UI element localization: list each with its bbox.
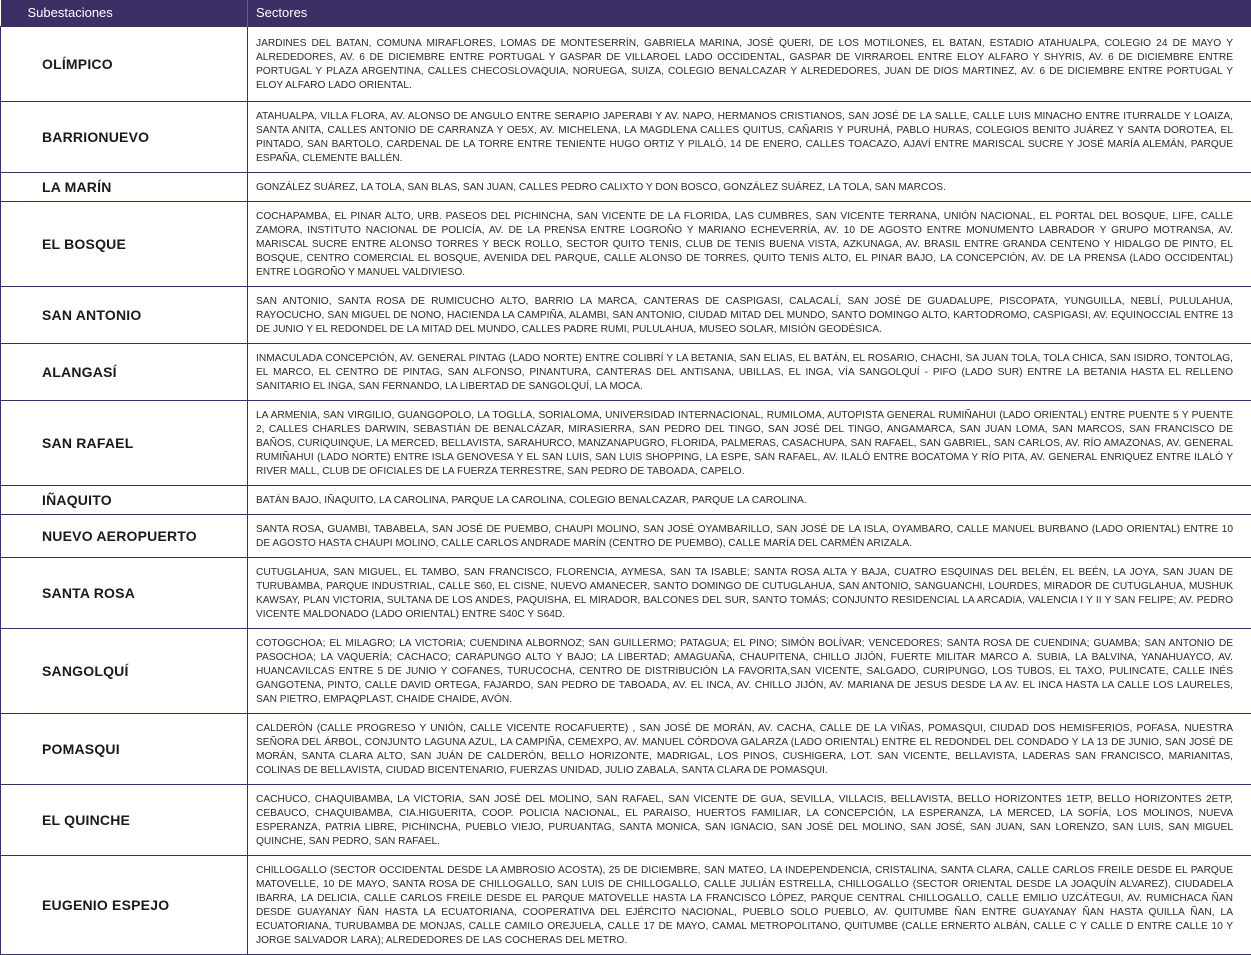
table-row bbox=[1, 26, 1251, 101]
substation-name: SAN RAFAEL bbox=[1, 400, 248, 485]
sectors-list: LA ARMENIA, SAN VIRGILIO, GUANGOPOLO, LA TOGLLA, SORIALOMA, UNIVERSIDAD INTERNACIONAL, RUMILOMA, AUTOPISTA GENERAL RUMIÑAHUI (LADO ORIENTAL) ENTRE PUENTE 5 Y PUENTE 2, CALLES CHARLES DARWIN, SEBASTIÁN DE BENALCÁZAR, MIRASIERRA, SAN PEDRO DEL TINGO, SAN JOSÉ DEL TINGO, ANGAMARCA, SAN JUAN LOMA, SAN MARCOS, SAN FRANCISCO DE BAÑOS, CURIQUINQUE, LA MERCED, BELLAVISTA, SARAHURCO, MANZANAPUGRO, FLORIDA, PALMERAS, CASACHUPA, SAN RAFAEL, SAN GABRIEL, SAN CARLOS, AV. RÍO AMAZONAS, AV. GENERAL RUMIÑAHUI (LADO NORTE) ENTRE ISLA GENOVESA Y EL SAN LUIS, SAN LUIS SHOPPING, LA ESPE, SAN RAFAEL, AV. ILALÓ ENTRE BOCATOMA Y RÍO PITA, AV. GENERAL ENRIQUEZ ENTRE ILALÓ Y RIVER MALL, CLUB DE OFICIALES DE LA FUERZA TERRESTRE, SAN PEDRO DE TABOADA, CAPELO. bbox=[248, 400, 1251, 485]
sectors-list: CUTUGLAHUA, SAN MIGUEL, EL TAMBO, SAN FRANCISCO, FLORENCIA, AYMESA, SAN TA ISABLE; SANTA ROSA ALTA Y BAJA, CUATRO ESQUINAS DEL BELÉN, EL BEÉN, LA JOYA, SAN JUAN DE TURUBAMBA, PARQUE INDUSTRIAL, CALLE S60, EL CISNE, NUEVO AMANECER, SANTO DOMINGO DE CUTUGLAHUA, SAN ANTONIO, SANGUANCHI, LOURDES, MIRADOR DE CUTUGLAHUA, MUSHUK KAWSAY, PLAN VICTORIA, SULTANA DE LOS ANDES, PAQUISHA, EL MIRADOR, BALCONES DEL SUR, SANTO TOMÁS; CONJUNTO RESIDENCIAL LA ARCADIA, VALENCIA I Y II Y SAN FELIPE; AV. PEDRO VICENTE MALDONADO (LADO ORIENTAL) ENTRE S40C Y S64D. bbox=[248, 557, 1251, 628]
sectors-list: CHILLOGALLO (SECTOR OCCIDENTAL DESDE LA AMBROSIO ACOSTA), 25 DE DICIEMBRE, SAN MATEO, LA INDEPENDENCIA, CRISTALINA, SANTA CLARA, CALLE CARLOS FREILE DESDE EL PARQUE MATOVELLE, 10 DE MAYO, SANTA ROSA DE CHILLOGALLO, SAN LUIS DE CHILLOGALLO, CALLE JULIÁN ESTRELLA, CHILLOGALLO (SECTOR ORIENTAL DESDE LA JOAQUÍN ALVAREZ), CIUDADELA IBARRA, LA DELICIA, CALLE CARLOS FREILE DESDE EL PARQUE MATOVELLE HASTA LA FRANCISCO LÓPEZ, PARQUE CENTRAL CHILLOGALLO, CALLE EMILIO UZCÁTEGUI, AV. RUMICHACA ÑAN DESDE GUAYANAY ÑAN HASTA LA ECUATORIANA, COOPERATIVA DEL EJÉRCITO NACIONAL, PUEBLO SOLO PUEBLO, AV. QUITUMBE ÑAN ENTRE GUAYANAY ÑAN HASTA QUILLA ÑAN, LA ECUATORIANA, TURUBAMBA DE MONJAS, CALLE CAMILO OREJUELA, CALLE 17 DE MAYO, CAMAL METROPOLITANO, QUITUMBE (CALLE ERNERTO ALBÁN, CALLE C Y CALLE D ENTRE CALLE 10 Y JORGE SALVADOR LARA); ALREDEDORES DE LAS COCHERAS DEL METRO. bbox=[248, 855, 1251, 954]
table-row bbox=[1, 855, 1251, 954]
table-row bbox=[1, 286, 1251, 343]
sectors-list: GONZÁLEZ SUÁREZ, LA TOLA, SAN BLAS, SAN JUAN, CALLES PEDRO CALIXTO Y DON BOSCO, GONZÁLEZ SUÁREZ, LA TOLA, SAN MARCOS. bbox=[248, 172, 1251, 201]
substation-name: ALANGASÍ bbox=[1, 343, 248, 400]
table-header-row bbox=[1, 0, 1251, 26]
table-row bbox=[1, 201, 1251, 286]
sectors-list: COTOGCHOA; EL MILAGRO; LA VICTORIA; CUENDINA ALBORNOZ; SAN GUILLERMO; PATAGUA; EL PINO; SIMÓN BOLÍVAR; VENCEDORES; SANTA ROSA DE CUENDINA; GUAMBA; SAN ANTONIO DE PASOCHOA; LA VAQUERÍA; CACHACO; CARAPUNGO ALTO Y BAJO; LA LIBERTAD; AMAGUAÑA, CHAUPITENA, CHILLO JIJÓN, FUERTE MILITAR MARCO A. SUBIA, LA BALVINA, YANAHUAYCO, AV. HUANCAVILCAS ENTRE 5 DE JUNIO Y COFANES, TURUCOCHA, CENTRO DE DISTRIBUCIÓN LA FAVORITA,SAN VICENTE, SALGADO, CURIPUNGO, LOS TUBOS, EL TAXO, PULINCATE, CALLE INÉS GANGOTENA, PINTO, CALLE DAVID ORTEGA, FAJARDO, SAN PEDRO DE TABOADA, AV. EL INCA, AV. CHILLO JIJÓN, AV. MARIANA DE JESUS DESDE LA AV. EL INCA HASTA LA CALLE LOS LAURELES, SAN PIETRO, EMPAQPLAST, CHAIDE CHAIDE, AVÓN. bbox=[248, 628, 1251, 713]
sectors-list: COCHAPAMBA, EL PINAR ALTO, URB. PASEOS DEL PICHINCHA, SAN VICENTE DE LA FLORIDA, LAS CUMBRES, SAN VICENTE TERRANA, UNIÓN NACIONAL, EL PORTAL DEL BOSQUE, LIFE, CALLE ZAMORA, INSTITUTO NACIONAL DE POLICÍA, AV. DE LA PRENSA ENTRE LOGROÑO Y MARIANO ECHEVERRÍA, AV. 10 DE AGOSTO ENTRE MONUMENTO LABRADOR Y GRUPO MOTRANSA, AV. MARISCAL SUCRE ENTRE ALONSO TORRES Y BECK ROLLO, SECTOR QUITO TENIS, CLUB DE TENIS BUENA VISTA, AZKUNAGA, AV. BRASIL ENTRE GRANDA CENTENO Y HIDALGO DE PINTO, EL BOSQUE, CENTRO COMERCIAL EL BOSQUE, AVENIDA DEL PARQUE, CALLE ALONSO DE TORRES, QUITO TENIS ALTO, EL PINAR BAJO, LA CONCEPCIÓN, AV. DE LA PRENSA (LADO OCCIDENTAL) ENTRE LOGROÑO Y MANUEL VALDIVIESO. bbox=[248, 201, 1251, 286]
substation-name: SANTA ROSA bbox=[1, 557, 248, 628]
table-row bbox=[1, 514, 1251, 557]
header-substations: Subestaciones bbox=[1, 0, 248, 26]
substation-name: NUEVO AEROPUERTO bbox=[1, 514, 248, 557]
substation-name: IÑAQUITO bbox=[1, 485, 248, 514]
table-row bbox=[1, 101, 1251, 172]
table-row bbox=[1, 172, 1251, 201]
sectors-list: ATAHUALPA, VILLA FLORA, AV. ALONSO DE ANGULO ENTRE SERAPIO JAPERABI Y AV. NAPO, HERMANOS CRISTIANOS, SAN JOSÉ DE LA SALLE, CALLE LUIS MINACHO ENTRE ITURRALDE Y LOAIZA, SANTA ANITA, CALLES ANTONIO DE CARRANZA Y OE5X, AV. MICHELENA, LA MAGDLENA CALLES QUITUS, CAÑARIS Y PURUHÁ, PABLO HURAS, COLEGIOS BENITO JUÁREZ Y SANTA DOROTEA, EL PINTADO, SAN BARTOLO, CARDENAL DE LA TORRE ENTRE TENIENTE HUGO ORTIZ Y PILALÓ, 14 DE ENERO, CALLES TOACAZO, AJAVÍ ENTRE MARISCAL SUCRE Y JOSÉ MARÍA ALEMÁN, PARQUE ESPAÑA, CLEMENTE BALLÉN. bbox=[248, 101, 1251, 172]
substation-name: SAN ANTONIO bbox=[1, 286, 248, 343]
sectors-list: BATÁN BAJO, IÑAQUITO, LA CAROLINA, PARQUE LA CAROLINA, COLEGIO BENALCAZAR, PARQUE LA CAROLINA. bbox=[248, 485, 1251, 514]
substation-name: BARRIONUEVO bbox=[1, 101, 248, 172]
substation-name: POMASQUI bbox=[1, 713, 248, 784]
table-row bbox=[1, 400, 1251, 485]
substation-name: OLÍMPICO bbox=[1, 26, 248, 101]
sectors-list: JARDINES DEL BATAN, COMUNA MIRAFLORES, LOMAS DE MONTESERRÍN, GABRIELA MARINA, JOSÉ QUERI, DE LOS MOTILONES, EL BATAN, ESTADIO ATAHUALPA, COLEGIO 24 DE MAYO Y ALREDEDORES, AV. 6 DE DICIEMBRE ENTRE PORTUGAL Y GASPAR DE VILLAROEL LADO OCCIDENTAL, GASPAR DE VIRRAROEL ENTRE ELOY ALFARO Y SHYRIS, AV. 6 DE DICIEMBRE ENTRE PORTUGAL Y PLAZA ARGENTINA, CALLES CHECOSLOVAQUIA, NORUEGA, SUIZA, COLEGIO BENALCAZAR Y ALREDEDORES, JUAN DE DIOS MARTINEZ, AV. 6 DE DICIEMBRE ENTRE PORTUGAL Y ELOY ALFARO LADO ORIENTAL. bbox=[248, 26, 1251, 101]
sectors-list: CACHUCO, CHAQUIBAMBA, LA VICTORIA, SAN JOSÉ DEL MOLINO, SAN RAFAEL, SAN VICENTE DE GUA, SEVILLA, VILLACIS, BELLAVISTA, BELLO HORIZONTES 1ETP, BELLO HORIZONTES 2ETP, CEBAUCO, CHAQUIBAMBA, CIA.HIGUERITA, COOP. POLICIA NACIONAL, EL PARAISO, HUERTOS FAMILIAR, LA CONCEPCIÓN, LA ESPERANZA, LA MERCED, LA SOFÍA, LOS MOLINOS, NUEVA ESPERANZA, PATRIA LIBRE, PICHINCHA, PUEBLO VIEJO, PURUANTAG, SANTA MONICA, SAN IGNACIO, SAN JOSÉ DEL MOLINO, SAN JOSÉ, SAN JUAN, SAN LORENZO, SAN LUIS, SAN MIGUEL QUINCHE, SAN PEDRO, SAN RAFAEL. bbox=[248, 784, 1251, 855]
sectors-list: INMACULADA CONCEPCIÓN, AV. GENERAL PINTAG (LADO NORTE) ENTRE COLIBRÍ Y LA BETANIA, SAN ELIAS, EL BATÁN, EL ROSARIO, CHACHI, SA JUAN TOLA, TOLA CHICA, SAN ISIDRO, TONTOLAG, EL MARCO, EL CENTRO DE PINTAG, SAN ALFONSO, PINANTURA, CANTERAS DEL ANTISANA, UBILLAS, EL INGA, VÍA SANGOLQUÍ - PIFO (LADO SUR) ENTRE LA BETANIA HASTA EL RELLENO SANITARIO EL INGA, SAN FERNANDO, LA LIBERTAD DE SANGOLQUÍ, LA MOCA. bbox=[248, 343, 1251, 400]
substation-name: EL QUINCHE bbox=[1, 784, 248, 855]
sectors-list: CALDERÓN (CALLE PROGRESO Y UNIÓN, CALLE VICENTE ROCAFUERTE) , SAN JOSÉ DE MORÁN, AV. CACHA, CALLE DE LA VIÑAS, POMASQUI, CIUDAD DOS HEMISFERIOS, POFASA, NUESTRA SEÑORA DEL ÁRBOL, CONJUNTO LAGUNA AZUL, LA CAMPIÑA, CEMEXPO, AV. MANUEL CÓRDOVA GALARZA (LADO ORIENTAL) ENTRE EL REDONDEL DEL CONDADO Y LA 13 DE JUNIO, SAN JOSÉ DE MORÁN, SANTA CLARA ALTO, SAN JUÁN DE CALDERÓN, BELLO HORIZONTE, MADRIGAL, LOS PINOS, CUSHIGERA, LOT. SAN VICENTE, BELLAVISTA, LADERAS SAN FRANCISCO, MARIANITAS, COLINAS DE BELLAVISTA, CIUDAD BICENTENARIO, FUERZAS UNIDAD, JULIO ZABALA, SANTA CLARA DE POMASQUI. bbox=[248, 713, 1251, 784]
sectors-list: SAN ANTONIO, SANTA ROSA DE RUMICUCHO ALTO, BARRIO LA MARCA, CANTERAS DE CASPIGASI, CALACALÍ, SAN JOSÉ DE GUADALUPE, PISCOPATA, YUNGUILLA, NEBLÍ, PULULAHUA, RAYOCUCHO, SAN MIGUEL DE NONO, HACIENDA LA CAMPIÑA, ALAMBI, SAN ANTONIO, CIUDAD MITAD DEL MUNDO, SANTO DOMINGO ALTO, KARTODROMO, CASPIGASI, AV. EQUINOCCIAL ENTRE 13 DE JUNIO Y EL REDONDEL DE LA MITAD DEL MUNDO, CALLES PADRE RUMI, PULULAHUA, MUSEO SOLAR, MISIÓN GEODÉSICA. bbox=[248, 286, 1251, 343]
substation-name: EL BOSQUE bbox=[1, 201, 248, 286]
sectors-list: SANTA ROSA, GUAMBI, TABABELA, SAN JOSÉ DE PUEMBO, CHAUPI MOLINO, SAN JOSÉ OYAMBARILLO, SAN JOSÉ DE LA ISLA, OYAMBARO, CALLE MANUEL BURBANO (LADO ORIENTAL) ENTRE 10 DE AGOSTO HASTA CHAUPI MOLINO, CALLE CARLOS ANDRADE MARÍN (CENTRO DE PUEMBO), CALLE MARÍA DEL CARMÉN ARIZALA. bbox=[248, 514, 1251, 557]
table-row bbox=[1, 485, 1251, 514]
table-row bbox=[1, 628, 1251, 713]
header-sectors: Sectores bbox=[248, 0, 1251, 26]
substation-name: EUGENIO ESPEJO bbox=[1, 855, 248, 954]
table-row bbox=[1, 557, 1251, 628]
table-row bbox=[1, 713, 1251, 784]
table-row bbox=[1, 784, 1251, 855]
substation-name: LA MARÍN bbox=[1, 172, 248, 201]
table-row bbox=[1, 343, 1251, 400]
substation-name: SANGOLQUÍ bbox=[1, 628, 248, 713]
